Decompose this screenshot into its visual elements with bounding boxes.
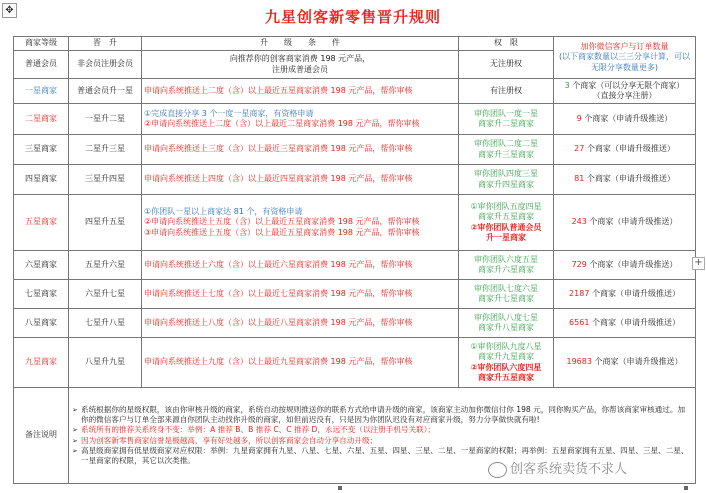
table-row (14, 338, 696, 388)
condition-line: 向推荐你的创客商家消费 198 元产品， (229, 54, 371, 63)
rights-cell (459, 195, 554, 251)
table-row (14, 251, 696, 280)
rights-line: ①审你团队五度四星 (470, 201, 542, 211)
note-item: ➢ 因为创客新零售商家信誉是极越高，享有好处越多，所以创客商家会自动分享自动升级； (72, 436, 692, 446)
condition-cell (142, 51, 459, 79)
condition-line: ②申请向系统推送上二度（含）以上最近二星商家消费 198 元产品，帮你审核 (144, 119, 420, 128)
promote-cell: 普通会员升一星 (69, 79, 142, 104)
condition-line: ②申请向系统推送上五度（含）以上最近五星商家消费 198 元产品，帮你审核 (144, 217, 420, 227)
header-condition: 升 级 条 件 (142, 37, 459, 51)
table-row (14, 135, 696, 165)
condition-cell: 申请向系统推送上七度（含）以上最近七星商家消费 198 元产品，帮你审核 (142, 280, 459, 309)
rights-cell (459, 135, 554, 165)
rights-line: 商家升四星商家 (478, 179, 534, 189)
header-wechat-note: (以下商家数量以三三分享计算，可以无限分享数量更多) (558, 52, 691, 72)
rights-line: 审你团队七度六星 (474, 283, 538, 293)
rights-line: 商家升五星商家 (478, 373, 534, 382)
promote-cell: 二星升三星 (69, 135, 142, 165)
count-cell: 9 个商家（申请升级推送） (554, 104, 696, 135)
scroll-marker-icon (338, 486, 342, 490)
promote-cell: 四星升五星 (69, 195, 142, 251)
level-cell: 七星商家 (14, 280, 69, 309)
condition-cell: 申请向系统推送上三度（含）以上最近三星商家消费 198 元产品，帮你审核 (142, 135, 459, 165)
rights-cell (459, 165, 554, 195)
rights-line: 商家升六星商家 (478, 265, 534, 274)
promote-cell: 非会员注册会员 (69, 51, 142, 79)
condition-line: ①你团队一星以上商家达 81 个，有资格申请 (144, 206, 303, 216)
header-rights: 权 限 (459, 37, 554, 51)
count-cell: 6561 个商家（申请升级推送） (554, 309, 696, 338)
rights-line: 商家升九星商家 (478, 352, 534, 361)
table-header-row (14, 37, 696, 51)
table-row (14, 195, 696, 251)
count-value: 个商家（申请升级推送） (589, 317, 680, 327)
promote-cell: 五星升六星 (69, 251, 142, 280)
rights-line: 商家升八星商家 (478, 323, 534, 332)
header-wechat (554, 37, 696, 79)
rights-line: 升一星商家 (486, 233, 526, 242)
rights-line: 审你团队四度三星 (474, 169, 538, 178)
promote-cell: 八星升九星 (69, 338, 142, 388)
header-promote: 晋 升 (69, 37, 142, 51)
level-cell: 四星商家 (14, 165, 69, 195)
condition-line: ③申请向系统推送上五度（含）以上最近五星商家消费 198 元产品，帮你审核 (144, 227, 420, 237)
rights-line: 审你团队六度五星 (474, 254, 538, 264)
rights-line: 审你团队二度二星 (474, 139, 538, 148)
scroll-marker-icon (684, 486, 688, 490)
count-sub: （直接分享注册） (592, 91, 657, 100)
promote-cell: 一星升二星 (69, 104, 142, 135)
rights-cell: 有注册权 (459, 79, 554, 104)
count-value: 个商家（申请升级推送） (589, 288, 680, 298)
count-value: 个商家（申请升级推送） (581, 113, 673, 123)
rights-cell (459, 104, 554, 135)
count-cell: 81 个商家（申请升级推送） (554, 165, 696, 195)
wechat-icon (488, 462, 507, 478)
rights-line: ②审你团队六度四星 (470, 362, 542, 372)
header-wechat-title: 加你微信客户与订单数量 (580, 41, 669, 51)
count-cell (554, 79, 696, 104)
rights-cell (459, 338, 554, 388)
condition-line: ①完成直接分享 3 个一度一星商家，有资格申请 (144, 108, 314, 118)
rights-line: 审你团队八度七星 (474, 312, 538, 322)
add-column-handle-icon[interactable]: + (692, 257, 705, 270)
rights-line: ②审你团队普通会员 (470, 222, 542, 232)
header-level: 商家等级 (14, 37, 69, 51)
condition-cell: 申请向系统推送上九度（含）以上最近九星商家消费 198 元产品，帮你审核 (142, 338, 459, 388)
condition-line: 注册成普通会员 (272, 64, 328, 74)
table-row (14, 280, 696, 309)
condition-cell: 申请向系统推送上二度（含）以上最近五星商家消费 198 元产品，帮你审核 (142, 79, 459, 104)
level-cell: 九星商家 (14, 338, 69, 388)
rights-cell: 无注册权 (459, 51, 554, 79)
watermark-text: 创客系统卖货不求人 (510, 462, 628, 477)
table-row (14, 104, 696, 135)
table-row (14, 309, 696, 338)
condition-cell: 申请向系统推送上八度（含）以上最近八星商家消费 198 元产品，帮你审核 (142, 309, 459, 338)
count-cell: 27 个商家（申请升级推送） (554, 135, 696, 165)
level-cell: 五星商家 (14, 195, 69, 251)
count-value: 个商家（申请升级推送） (584, 174, 675, 184)
condition-cell (142, 104, 459, 135)
count-value: 个商家（申请升级推送） (591, 357, 683, 367)
level-cell: 一星商家 (14, 79, 69, 104)
level-cell: 三星商家 (14, 135, 69, 165)
rights-line: ①审你团队九度八星 (470, 341, 542, 351)
level-cell: 六星商家 (14, 251, 69, 280)
condition-cell (142, 195, 459, 251)
count-cell: 2187 个商家（申请升级推送） (554, 280, 696, 309)
level-cell: 普通会员 (14, 51, 69, 79)
note-item: ➢ 系统所有的推荐关系终身不变：举例：A 推荐 B、B 推荐 C、C 推荐 D，永远不变（以注册手机号关联）； (72, 425, 692, 435)
count-value: 个商家（申请升级推送） (584, 144, 675, 154)
count-value: 个商家（申请升级推送） (586, 217, 678, 227)
promote-cell: 七星升八星 (69, 309, 142, 338)
count-value: 个商家（申请升级推送） (586, 259, 678, 269)
rights-line: 审你团队一度一星 (474, 108, 538, 118)
count-value: 个商家（可以分享无限个商家） (569, 80, 685, 90)
count-cell: 243 个商家（申请升级推送） (554, 195, 696, 251)
page-title: 九星创客新零售晋升规则 (264, 8, 441, 26)
notes-label: 备注说明 (14, 388, 69, 484)
condition-cell: 申请向系统推送上六度（含）以上最近六星商家消费 198 元产品，帮你审核 (142, 251, 459, 280)
rights-line: 商家升七星商家 (478, 294, 534, 303)
table-row (14, 165, 696, 195)
level-cell: 八星商家 (14, 309, 69, 338)
note-item: ➢ 高星级商家拥有低星级商家对应权限：举例：九星商家拥有九星、八星、七星、六星、五星、四星、三星、二星、一星商家的权限；再举例：五星商家拥有五星、四星、三星、二星、一星商家的权限，其它以次类推。 (72, 446, 692, 467)
watermark (488, 458, 627, 478)
table-move-handle-icon[interactable]: ✥ (2, 3, 17, 18)
condition-cell: 申请向系统推送上四度（含）以上最近四星商家消费 198 元产品，帮你审核 (142, 165, 459, 195)
rights-cell (459, 280, 554, 309)
rights-line: 商家升五星商家 (478, 212, 534, 221)
promote-cell: 六星升七星 (69, 280, 142, 309)
promotion-rules-table (13, 36, 696, 484)
count-cell: 729 个商家（申请升级推送） (554, 251, 696, 280)
level-cell: 二星商家 (14, 104, 69, 135)
rights-cell (459, 309, 554, 338)
note-item: ➢ 系统根据你的星级权限，该由你审核升级的商家，系统自动按规则推送你的联系方式给申请升级的商家，该商家主动加你微信付你 198 元，同你购买产品，你帮该商家审核通过。加你的微信客户与订单全部来源自你团队主动找你升级的商家，如但前迟没有，只是因为你团队迟没有对应商家升级，努力分享做快就有啦! (72, 405, 692, 426)
table-row (14, 79, 696, 104)
promote-cell: 三星升四星 (69, 165, 142, 195)
count-cell: 19683 个商家（申请升级推送） (554, 338, 696, 388)
rights-line: 商家升三星商家 (478, 149, 534, 159)
count-text: 3 个商家（可以分享无限个商家） (564, 80, 685, 90)
rights-line: 商家升二星商家 (478, 119, 534, 128)
rights-cell (459, 251, 554, 280)
